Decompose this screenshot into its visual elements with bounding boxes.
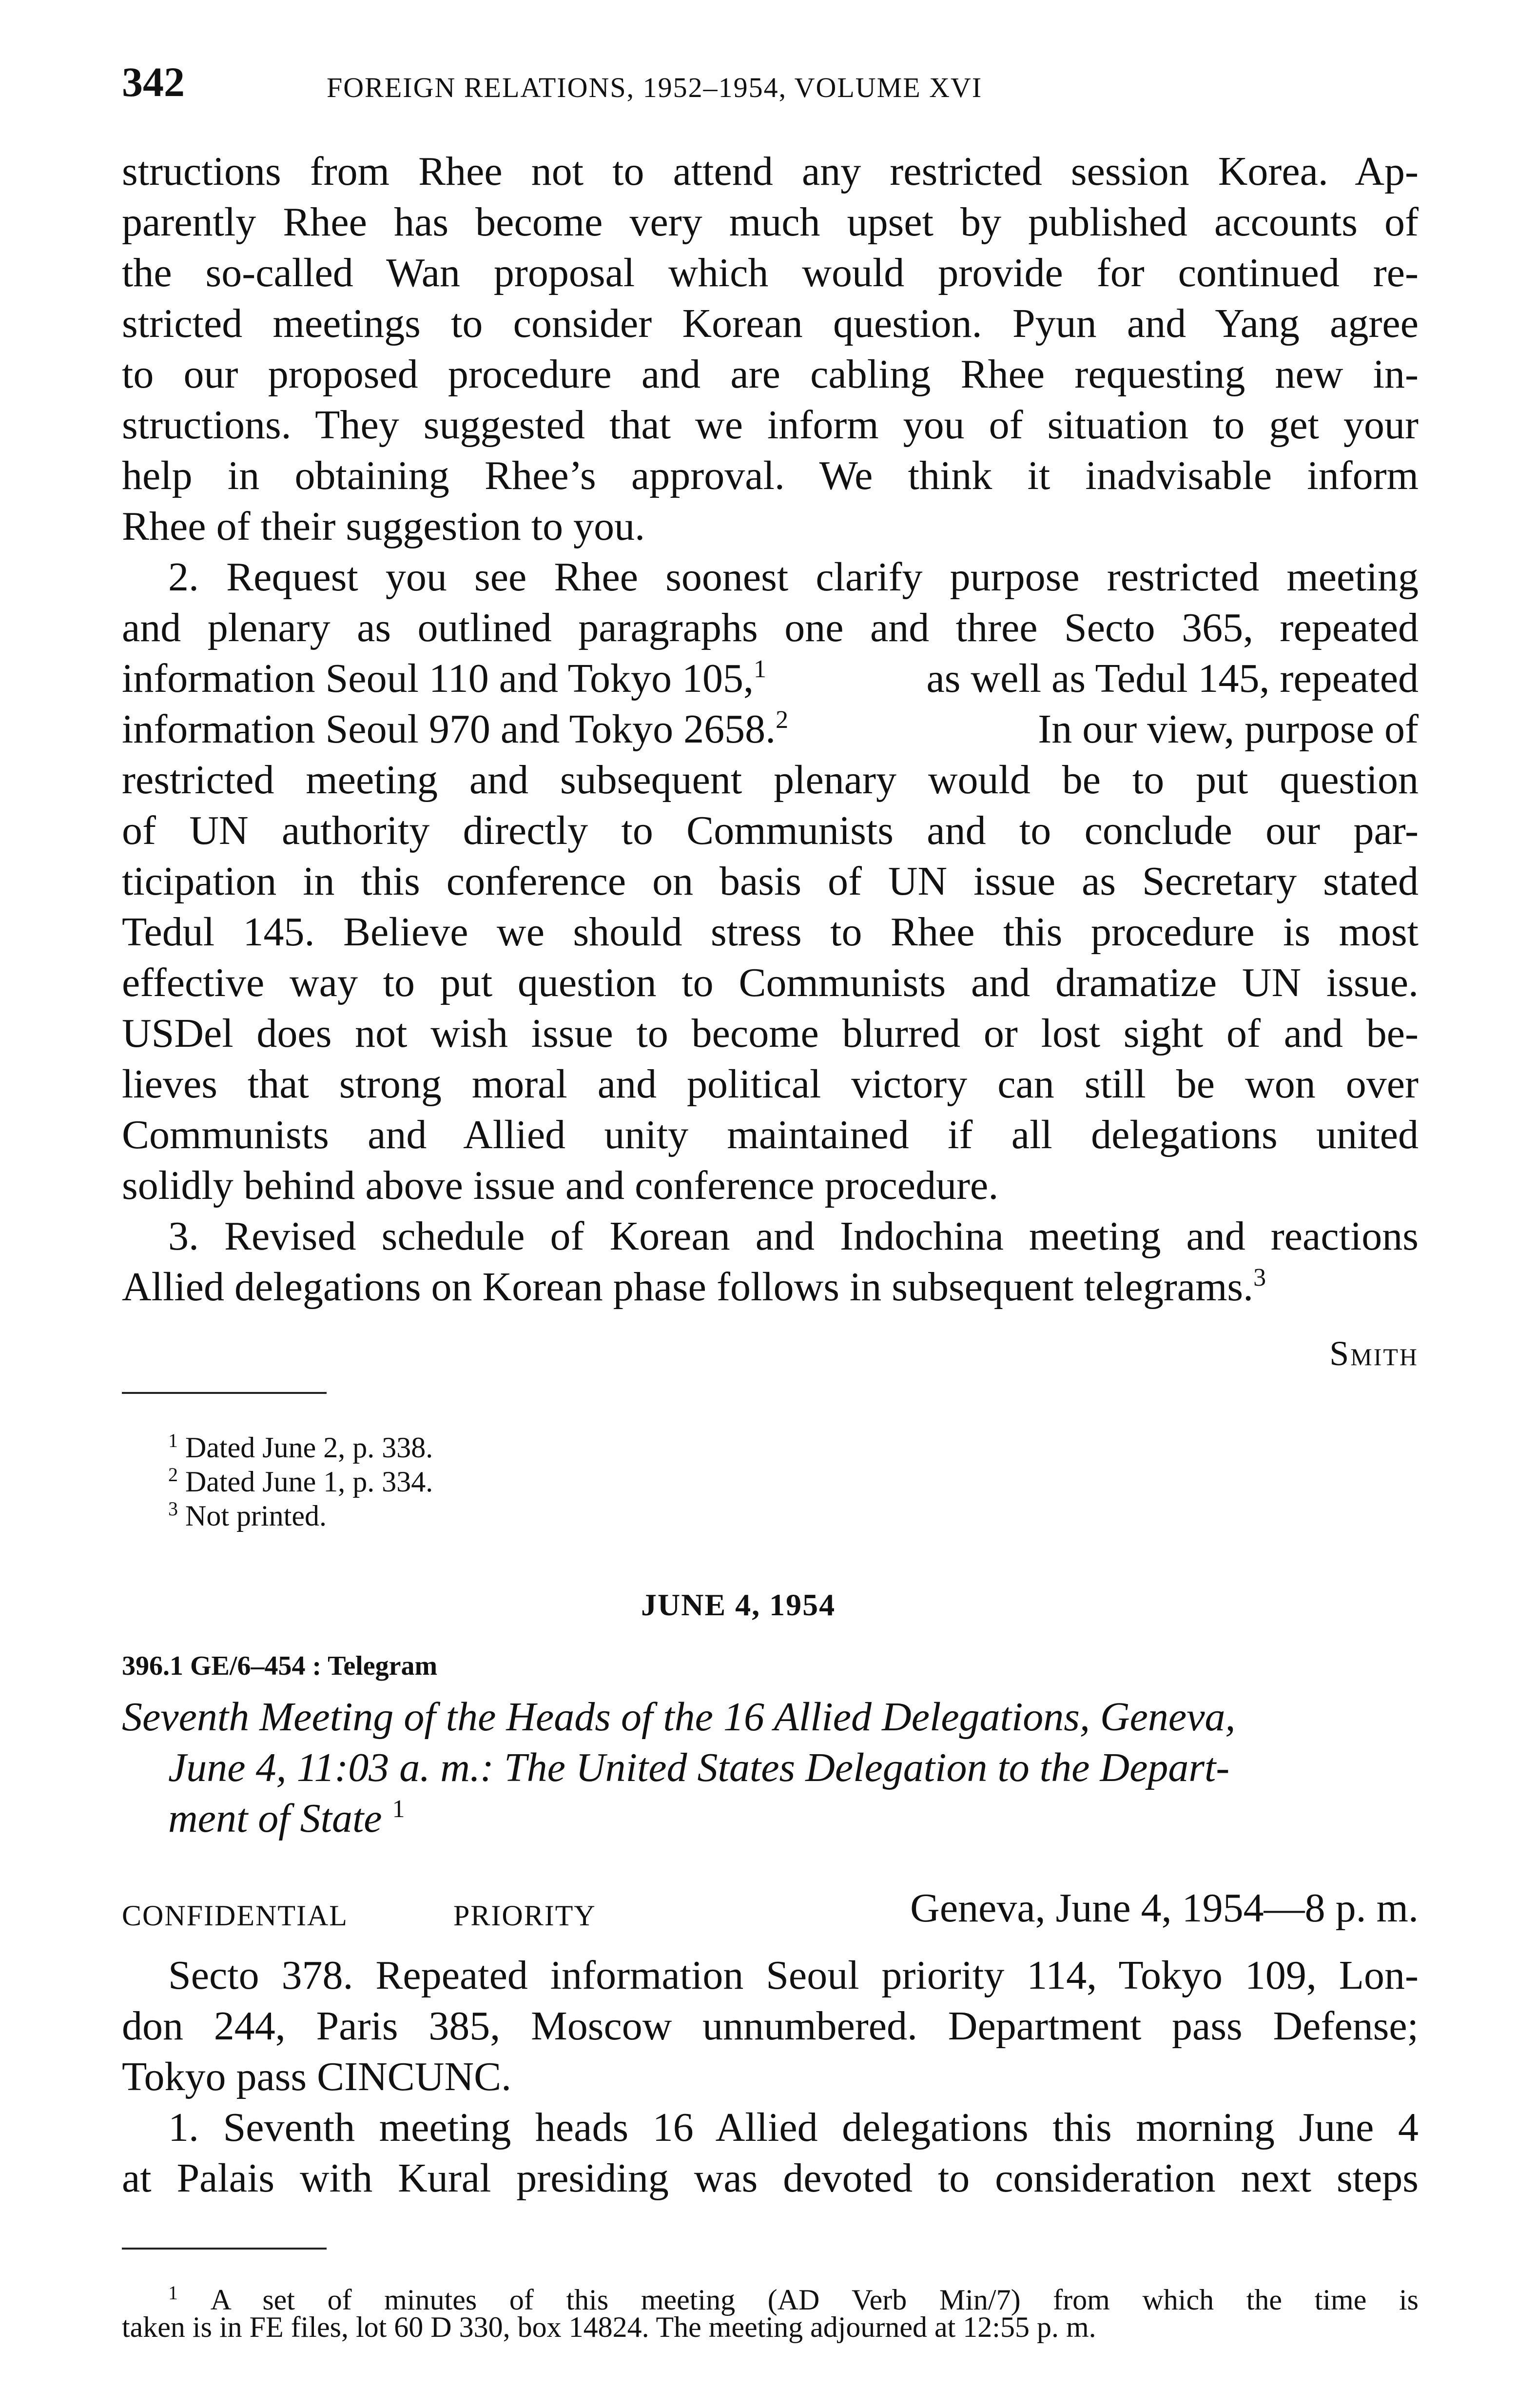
- footnote-ref: 1: [754, 655, 767, 683]
- body-line: don 244, Paris 385, Moscow unnumbered. Department pass Defense;: [122, 2003, 1419, 2049]
- body-line: Secto 378. Repeated information Seoul priority 114, Tokyo 109, Lon-: [168, 1953, 1419, 1998]
- document-title-line: June 4, 11:03 a. m.: The United States Delegation to the Depart-: [168, 1745, 1230, 1790]
- body-line: to our proposed procedure and are cabling Rhee requesting new in-: [122, 352, 1419, 397]
- footnote: [168, 1492, 327, 1533]
- body-line: structions. They suggested that we inform you of situation to get your: [122, 402, 1419, 448]
- footnote-divider: [122, 2248, 327, 2250]
- footnote-text: Dated June 2, p. 338.: [185, 1431, 433, 1464]
- file-reference: 396.1 GE/6–454 : Telegram: [122, 1651, 438, 1681]
- body-line: 1. Seventh meeting heads 16 Allied delegations this morning June 4: [168, 2105, 1419, 2150]
- body-line: [122, 653, 1419, 704]
- title-text: ment of State: [168, 1796, 382, 1841]
- body-line-tail: In our view, purpose of: [1038, 706, 1419, 752]
- footnote-text: A set of minutes of this meeting (AD Verb Min/7) from which the time is: [210, 2284, 1419, 2316]
- body-line: Tokyo pass CINCUNC.: [122, 2054, 512, 2099]
- date-heading: JUNE 4, 1954: [641, 1587, 836, 1622]
- body-text: information Seoul 970 and Tokyo 2658.: [122, 706, 776, 752]
- precedence-label: PRIORITY: [453, 1899, 596, 1932]
- body-line: solidly behind above issue and conference procedure.: [122, 1163, 999, 1208]
- body-line: effective way to put question to Communists and dramatize UN issue.: [122, 960, 1419, 1005]
- body-text: information Seoul 110 and Tokyo 105,: [122, 656, 754, 701]
- body-line: Communists and Allied unity maintained if all delegations united: [122, 1112, 1419, 1157]
- body-line: lieves that strong moral and political victory can still be won over: [122, 1061, 1419, 1107]
- body-line: restricted meeting and subsequent plenary would be to put question: [122, 757, 1419, 803]
- running-head: FOREIGN RELATIONS, 1952–1954, VOLUME XVI: [327, 72, 983, 103]
- body-line-tail: as well as Tedul 145, repeated: [926, 656, 1419, 701]
- footnote-text: Not printed.: [185, 1500, 327, 1532]
- body-line: and plenary as outlined paragraphs one and three Secto 365, repeated: [122, 605, 1419, 650]
- body-line: 3. Revised schedule of Korean and Indochina meeting and reactions: [168, 1214, 1419, 1259]
- body-line: Tedul 145. Believe we should stress to Rhee this procedure is most: [122, 909, 1419, 955]
- footnote-mark: 3: [168, 1498, 178, 1520]
- signature: Smith: [1329, 1334, 1419, 1373]
- body-line: ticipation in this conference on basis of UN issue as Secretary stated: [122, 859, 1419, 904]
- body-line: Rhee of their suggestion to you.: [122, 504, 645, 549]
- body-line: help in obtaining Rhee’s approval. We think it inadvisable inform: [122, 453, 1419, 498]
- classification-label: CONFIDENTIAL: [122, 1899, 348, 1932]
- footnote-mark: 1: [168, 1429, 178, 1451]
- footnote-text: Dated June 1, p. 334.: [185, 1466, 433, 1498]
- body-line: parently Rhee has become very much upset by published accounts of: [122, 199, 1419, 245]
- footnote-mark: 1: [168, 2282, 178, 2304]
- page-number: 342: [122, 59, 185, 105]
- body-line: at Palais with Kural presiding was devoted to consideration next steps: [122, 2155, 1419, 2201]
- footnote-ref: 3: [1253, 1264, 1266, 1292]
- page-header: [122, 58, 1419, 111]
- body-line: the so-called Wan proposal which would provide for continued re-: [122, 250, 1419, 295]
- body-line: [122, 1262, 1419, 1312]
- body-line-head: [122, 653, 766, 704]
- document-title-line: [168, 1793, 405, 1844]
- footnote-divider: [122, 1392, 327, 1394]
- body-line: structions from Rhee not to attend any restricted session Korea. Ap-: [122, 149, 1419, 194]
- body-line-head: [122, 704, 788, 755]
- footnote-ref: 1: [392, 1795, 405, 1823]
- dateline: Geneva, June 4, 1954—8 p. m.: [910, 1885, 1419, 1931]
- body-text: Allied delegations on Korean phase follows in subsequent telegrams.: [122, 1264, 1254, 1310]
- body-line: USDel does not wish issue to become blurred or lost sight of and be-: [122, 1011, 1419, 1056]
- document-title-line: Seventh Meeting of the Heads of the 16 Allied Delegations, Geneva,: [122, 1694, 1236, 1740]
- body-line: [122, 704, 1419, 755]
- body-line: 2. Request you see Rhee soonest clarify purpose restricted meeting: [168, 554, 1419, 600]
- footnote-mark: 2: [168, 1464, 178, 1486]
- footnote-continuation: taken is in FE files, lot 60 D 330, box 14824. The meeting adjourned at 12:55 p. m.: [122, 2311, 1096, 2343]
- body-line: stricted meetings to consider Korean question. Pyun and Yang agree: [122, 301, 1419, 346]
- footnote-ref: 2: [776, 706, 789, 734]
- body-line: of UN authority directly to Communists and to conclude our par-: [122, 808, 1419, 853]
